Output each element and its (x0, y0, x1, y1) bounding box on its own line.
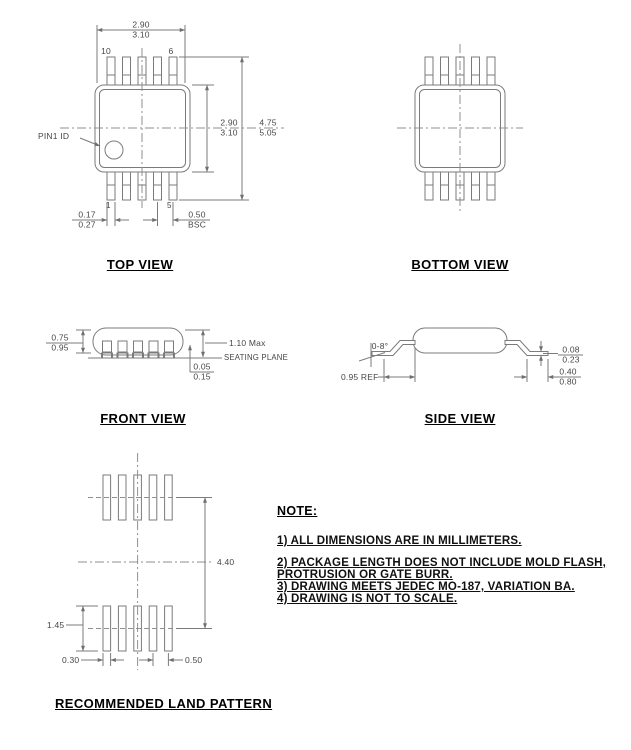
note-line-4: 4) DRAWING IS NOT TO SCALE. (277, 593, 458, 605)
dim-pad-width: 0.30 (62, 655, 80, 665)
bottom-view-title: BOTTOM VIEW (411, 257, 509, 272)
note-line-2: 2) PACKAGE LENGTH DOES NOT INCLUDE MOLD FLASH, (277, 557, 607, 569)
dim-pad-pitch: 0.50 (185, 655, 203, 665)
pin1-id-label: PIN1 ID (38, 131, 70, 141)
pin-number-10: 10 (101, 46, 111, 56)
pin-number-5: 5 (167, 201, 172, 210)
seating-plane-label: SEATING PLANE (224, 353, 288, 362)
note-line-2b: PROTRUSION OR GATE BURR. (277, 569, 453, 581)
dim-body-thickness: 0.75 0.95 (51, 332, 69, 352)
dim-lead-thickness: 0.08 0.23 (562, 344, 580, 364)
dim-lead-ref: 0.95 REF (341, 372, 379, 382)
dim-foot-length: 0.40 0.80 (559, 366, 577, 386)
top-view-title: TOP VIEW (106, 257, 174, 272)
note-line-1: 1) ALL DIMENSIONS ARE IN MILLIMETERS. (277, 535, 522, 547)
note-heading: NOTE: (277, 504, 318, 518)
dim-body-height: 2.90 3.10 (220, 117, 238, 137)
dim-lead-width: 0.17 0.27 (78, 209, 96, 229)
dim-top-width: 2.90 3.10 (132, 19, 150, 39)
front-view-title: FRONT VIEW (100, 411, 186, 426)
note-line-3: 3) DRAWING MEETS JEDEC MO-187, VARIATION BA. (277, 581, 575, 593)
pin-number-6: 6 (168, 46, 174, 56)
pin1-id-circle (105, 141, 123, 159)
land-pattern-title: RECOMMENDED LAND PATTERN (55, 696, 273, 711)
dim-pad-height: 1.45 (47, 620, 65, 630)
land-pattern-drawing (66, 453, 214, 670)
pin-number-1: 1 (106, 201, 111, 210)
dim-standoff: 0.05 0.15 (193, 361, 211, 381)
dim-pitch: 0.50 BSC (187, 209, 207, 229)
dim-height-max: 1.10 Max (229, 338, 266, 348)
dim-lead-angle: 0-8° (371, 341, 389, 351)
bottom-view-drawing (397, 44, 523, 214)
dim-row-spacing: 4.40 (217, 557, 235, 567)
side-view-title: SIDE VIEW (424, 411, 496, 426)
side-view-drawing (359, 328, 583, 382)
dim-overall-height: 4.75 5.05 (259, 117, 277, 137)
